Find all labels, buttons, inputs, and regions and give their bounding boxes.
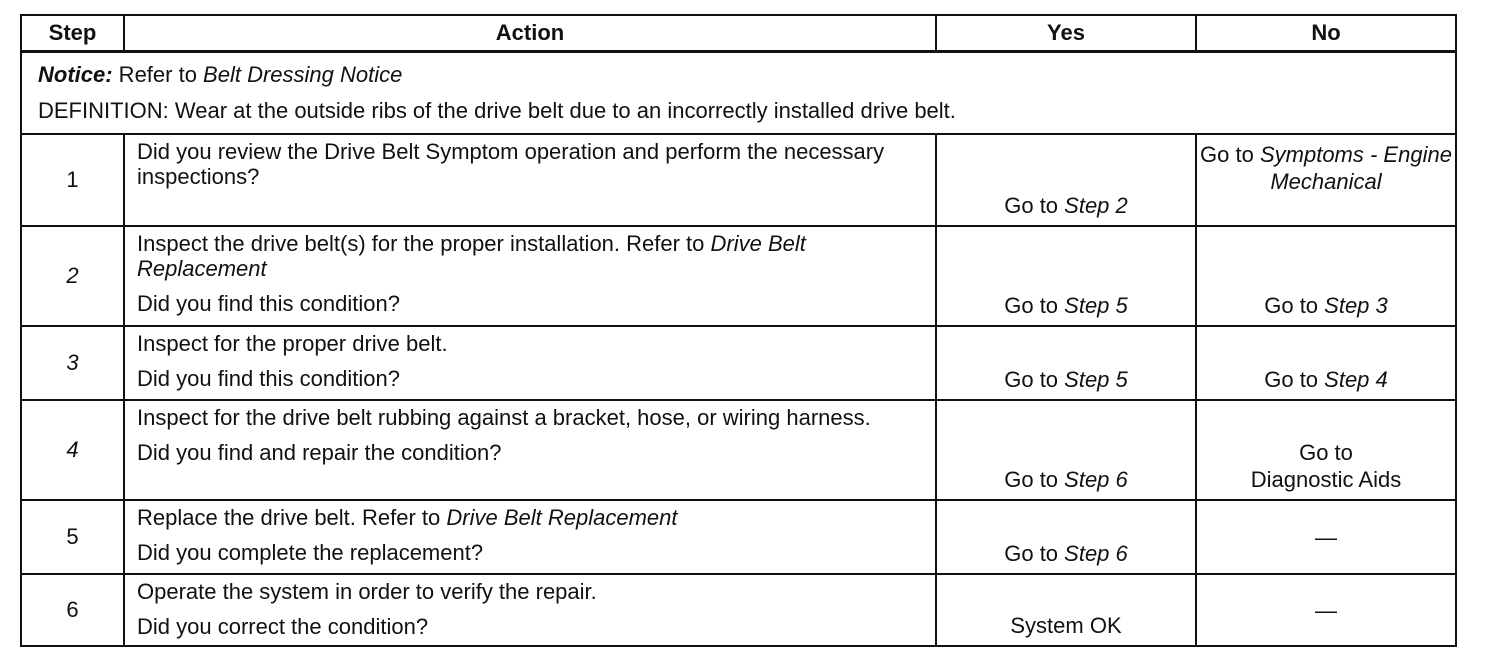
yes-prefix: Go to: [1004, 293, 1065, 318]
yes-ref: Step 5: [1064, 367, 1128, 392]
action-cell: [124, 400, 936, 500]
header-row: [21, 15, 1456, 52]
action-cell: [124, 226, 936, 326]
no-line-1: Go to: [1299, 440, 1353, 465]
yes-prefix: Go to: [1004, 541, 1065, 566]
notice-row: [21, 52, 1456, 135]
action-question: Did you correct the condition?: [137, 614, 429, 639]
action-question: Did you complete the replacement?: [137, 540, 484, 565]
table-row-step-4: [21, 400, 1456, 500]
yes-prefix: Go to: [1004, 467, 1065, 492]
action-instruction: [137, 505, 925, 530]
no-prefix: Go to: [1264, 367, 1325, 392]
yes-prefix: Go to: [1004, 193, 1065, 218]
yes-cell: System OK: [936, 574, 1196, 646]
table-row-step-3: [21, 326, 1456, 400]
no-ref: Symptoms - Engine Mechanical: [1259, 142, 1452, 194]
yes-ref: Step 2: [1064, 193, 1128, 218]
no-prefix: Go to: [1264, 293, 1325, 318]
action-ref: Drive Belt Replacement: [137, 231, 806, 281]
action-question: Did you find this condition?: [137, 291, 400, 316]
action-question: Did you find and repair the condition?: [137, 440, 502, 465]
no-ref: Step 3: [1324, 293, 1388, 318]
step-number: 4: [21, 400, 124, 500]
action-instruction: [137, 231, 925, 281]
action-text: Inspect the drive belt(s) for the proper installation. Refer to: [137, 231, 711, 256]
notice-cell: [21, 52, 1456, 135]
header-step: Step: [21, 15, 124, 52]
header-action: Action: [124, 15, 936, 52]
no-prefix: Go to: [1200, 142, 1260, 167]
no-cell: [1196, 400, 1456, 500]
table-row-step-6: [21, 574, 1456, 646]
step-number: 3: [21, 326, 124, 400]
yes-cell: [936, 500, 1196, 574]
action-cell: [124, 134, 936, 226]
yes-cell: [936, 134, 1196, 226]
notice-ref: Belt Dressing Notice: [203, 62, 403, 87]
notice-text: Refer to: [112, 62, 204, 87]
action-cell: [124, 500, 936, 574]
yes-cell: [936, 326, 1196, 400]
action-instruction: Operate the system in order to verify the repair.: [137, 579, 597, 604]
yes-prefix: Go to: [1004, 367, 1065, 392]
no-ref: Step 4: [1324, 367, 1388, 392]
action-text: Replace the drive belt. Refer to: [137, 505, 447, 530]
action-question: Did you review the Drive Belt Symptom operation and perform the necessary inspections?: [137, 139, 885, 189]
action-cell: [124, 326, 936, 400]
action-instruction: Inspect for the proper drive belt.: [137, 331, 448, 356]
yes-ref: Step 6: [1064, 467, 1128, 492]
no-cell: [1196, 574, 1456, 646]
definition-line: DEFINITION: Wear at the outside ribs of the drive belt due to an incorrectly installed drive belt.: [38, 98, 956, 123]
diagnostic-table: [20, 14, 1457, 647]
header-no: No: [1196, 15, 1456, 52]
table-row-step-2: [21, 226, 1456, 326]
notice-label: Notice:: [38, 62, 113, 87]
step-number: 1: [21, 134, 124, 226]
no-dash: —: [1315, 597, 1337, 623]
action-cell: [124, 574, 936, 646]
header-yes: Yes: [936, 15, 1196, 52]
action-instruction: Inspect for the drive belt rubbing against a bracket, hose, or wiring harness.: [137, 405, 871, 430]
notice-line: [38, 57, 1445, 93]
no-cell: [1196, 326, 1456, 400]
yes-ref: Step 6: [1064, 541, 1128, 566]
no-line-2: Diagnostic Aids: [1250, 467, 1402, 492]
step-number: 5: [21, 500, 124, 574]
table-row-step-5: [21, 500, 1456, 574]
table-row-step-1: [21, 134, 1456, 226]
step-number: 2: [21, 226, 124, 326]
yes-ref: Step 5: [1064, 293, 1128, 318]
action-ref: Drive Belt Replacement: [446, 505, 678, 530]
no-dash: —: [1315, 524, 1337, 550]
yes-cell: [936, 226, 1196, 326]
no-cell: [1196, 134, 1456, 226]
diagnostic-table-container: [20, 14, 1457, 647]
step-number: 6: [21, 574, 124, 646]
no-cell: [1196, 226, 1456, 326]
no-cell: [1196, 500, 1456, 574]
yes-cell: [936, 400, 1196, 500]
action-question: Did you find this condition?: [137, 366, 400, 391]
